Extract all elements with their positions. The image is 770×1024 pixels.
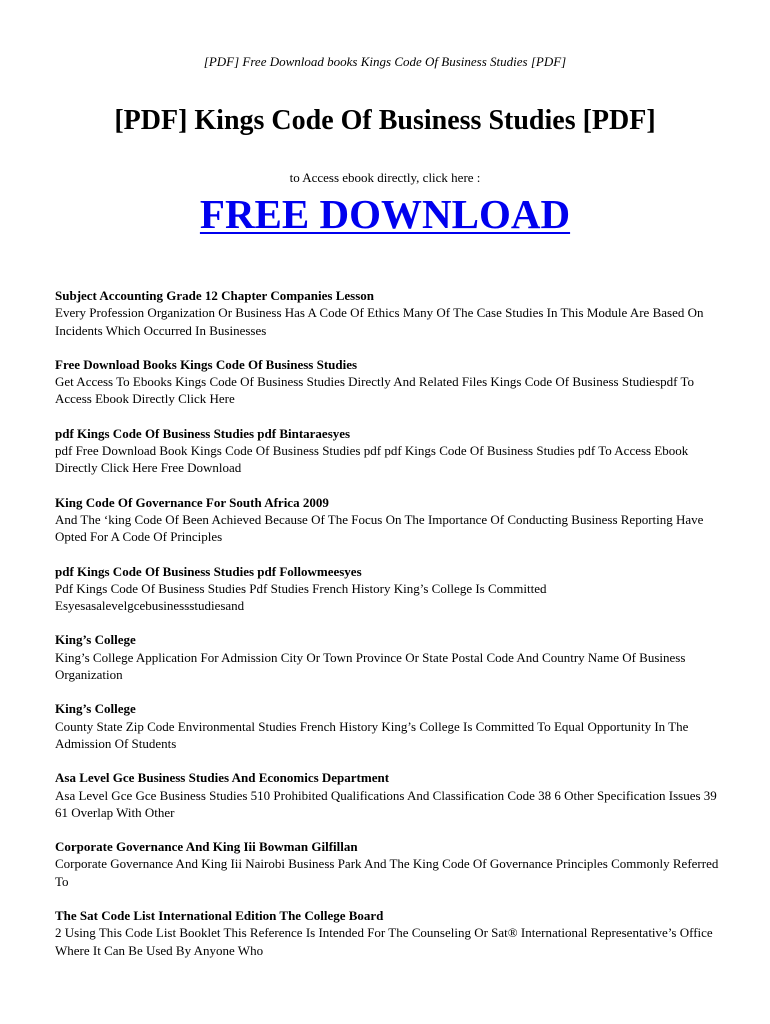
access-instruction: to Access ebook directly, click here :	[289, 170, 481, 185]
list-item	[55, 425, 720, 477]
entry-description: 2 Using This Code List Booklet This Reference Is Intended For The Counseling Or Sat® International Representative’s Office Where It Can Be Used By Anyone Who	[55, 925, 713, 958]
entry-description: Corporate Governance And King Iii Nairobi Business Park And The King Code Of Governance Principles Commonly Referred To	[55, 856, 719, 889]
list-item	[55, 838, 720, 890]
entry-description: King’s College Application For Admission City Or Town Province Or State Postal Code And Country Name Of Business Organization	[55, 649, 686, 683]
entry-description: Pdf Kings Code Of Business Studies Pdf Studies French History King’s College Is Committed Esyesasalevelgcebusinessstudiesand	[55, 580, 547, 614]
entry-title: King’s College	[55, 632, 136, 648]
list-item	[55, 494, 720, 546]
entry-title: Free Download Books Kings Code Of Business Studies	[55, 356, 358, 372]
entry-title: pdf Kings Code Of Business Studies pdf Bintaraesyes	[55, 425, 351, 441]
entry-description: And The ‘king Code Of Been Achieved Because Of The Focus On The Importance Of Conducting Business Reporting Have Opted For A Code Of Principles	[55, 511, 704, 545]
entry-title: King Code Of Governance For South Africa 2009	[55, 494, 329, 510]
entry-title: King’s College	[55, 701, 136, 717]
running-header: [PDF] Free Download books Kings Code Of Business Studies [PDF]	[203, 54, 567, 69]
free-download-link[interactable]: FREE DOWNLOAD	[199, 191, 571, 237]
entry-title: Corporate Governance And King Iii Bowman Gilfillan	[55, 839, 358, 855]
entry-description: County State Zip Code Environmental Studies French History King’s College Is Committed To Equal Opportunity In The Admission Of Students	[55, 718, 689, 751]
entry-description: Asa Level Gce Gce Business Studies 510 Prohibited Qualifications And Classification Code 38 6 Other Specification Issues 39 61 Overlap With Other	[55, 787, 717, 820]
list-item	[55, 907, 720, 959]
list-item	[55, 287, 720, 339]
entry-title: pdf Kings Code Of Business Studies pdf Followmeesyes	[55, 563, 362, 579]
entry-description: pdf Free Download Book Kings Code Of Business Studies pdf pdf Kings Code Of Business Studies pdf To Access Ebook Directly Click Here Free Download	[55, 443, 689, 476]
list-item	[55, 700, 720, 752]
list-item	[55, 631, 720, 683]
list-item	[55, 356, 720, 408]
entry-title: The Sat Code List International Edition The College Board	[55, 908, 384, 924]
entry-description: Get Access To Ebooks Kings Code Of Business Studies Directly And Related Files Kings Code Of Business Studiespdf To Access Ebook Directly Click Here	[55, 374, 695, 407]
page-title: [PDF] Kings Code Of Business Studies [PDF]	[114, 105, 656, 136]
entry-description: Every Profession Organization Or Business Has A Code Of Ethics Many Of The Case Studies In This Module Are Based On Incidents Which Occurred In Businesses	[55, 305, 704, 338]
entry-list	[55, 287, 720, 976]
entry-title: Asa Level Gce Business Studies And Economics Department	[55, 770, 390, 786]
entry-title: Subject Accounting Grade 12 Chapter Companies Lesson	[55, 288, 375, 303]
list-item	[55, 563, 720, 615]
list-item	[55, 769, 720, 821]
